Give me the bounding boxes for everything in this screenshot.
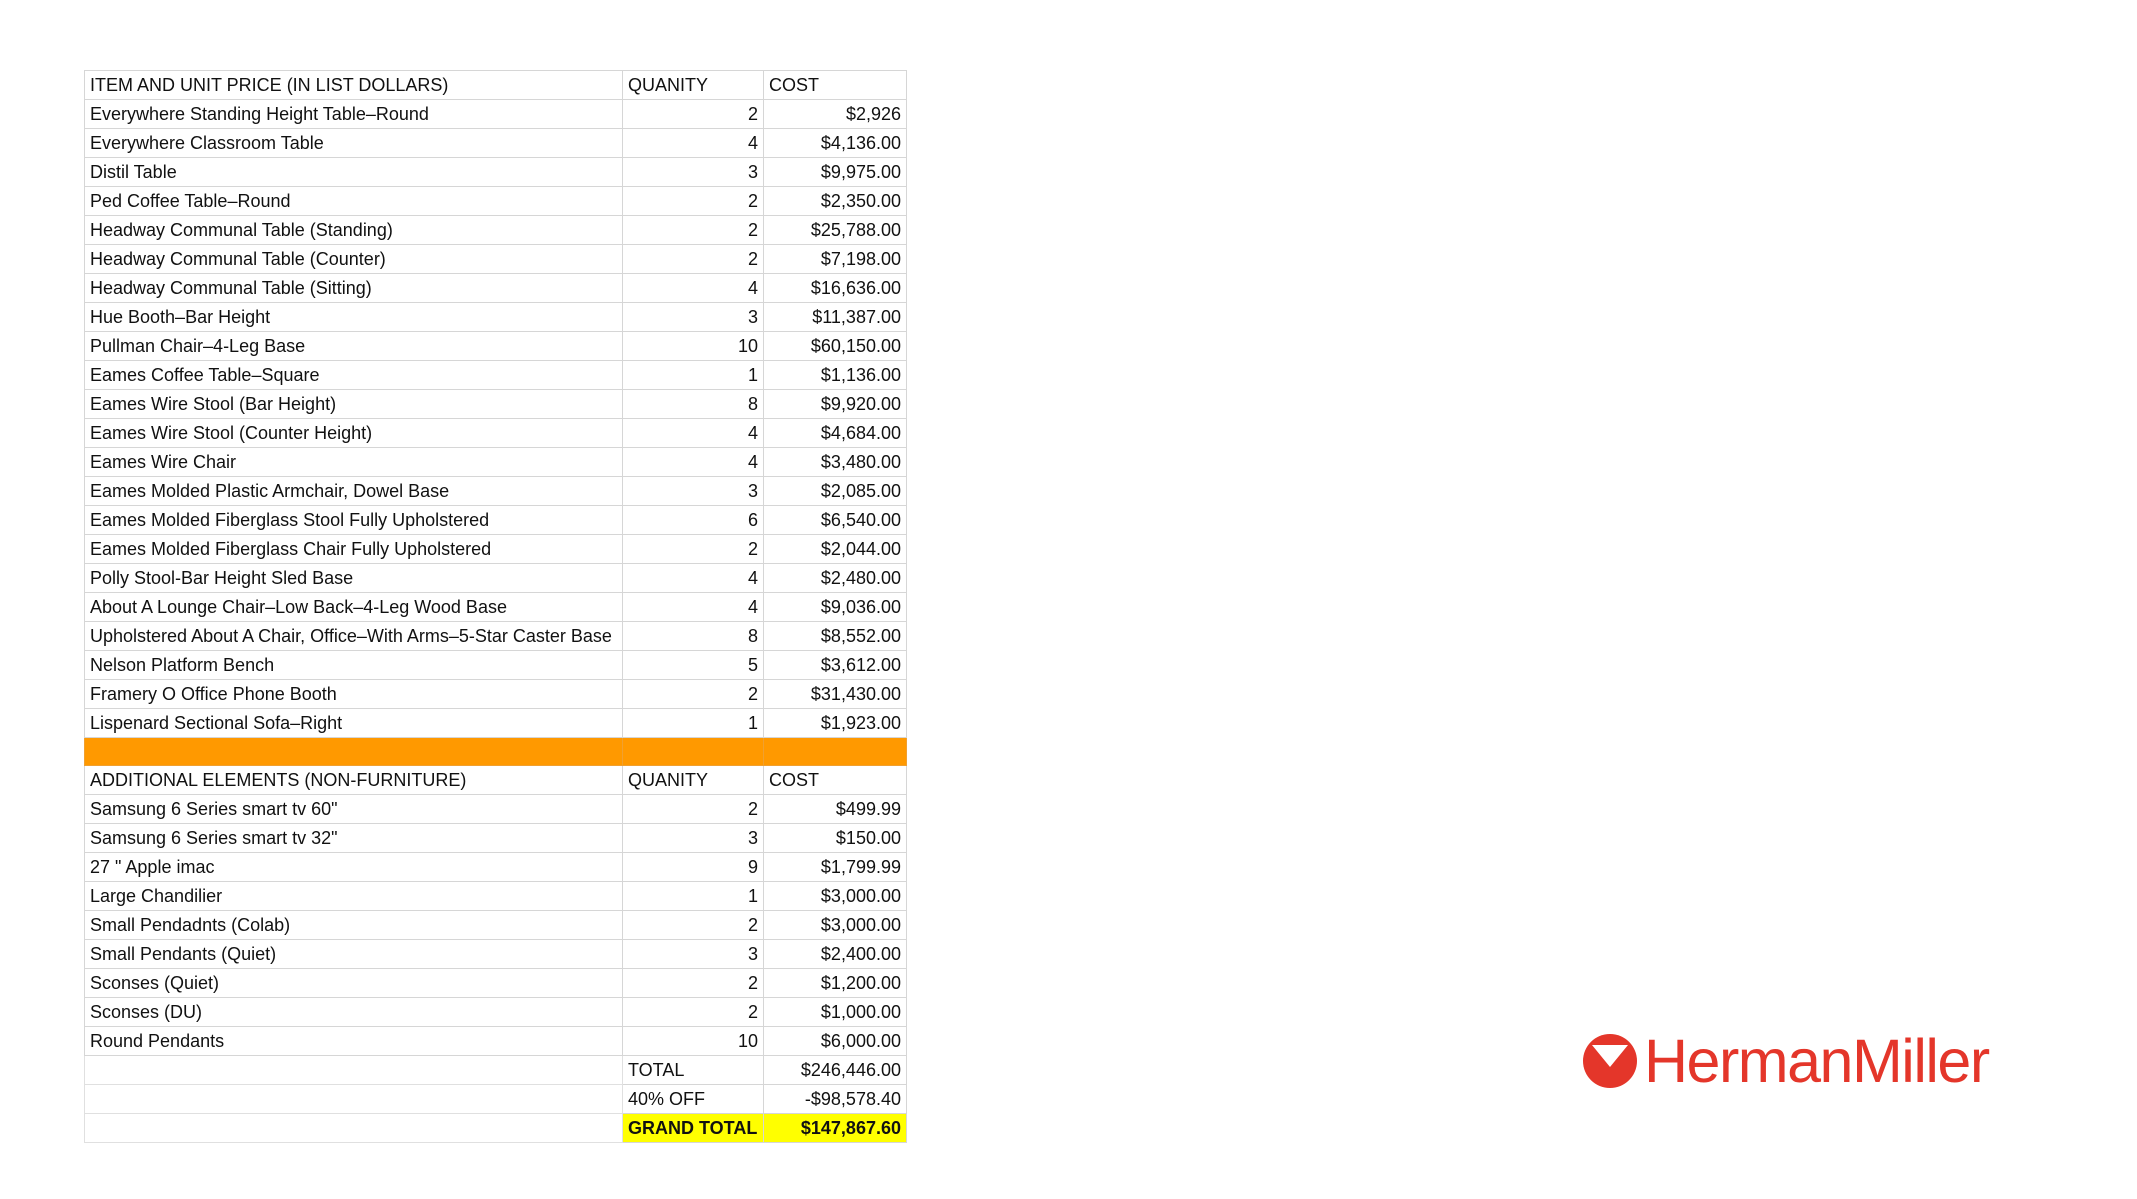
item-name-cell: Large Chandilier: [85, 882, 623, 911]
table-row: [85, 882, 907, 911]
cost-cell: $1,200.00: [764, 969, 907, 998]
cost-cell: $6,000.00: [764, 1027, 907, 1056]
cost-cell: $4,684.00: [764, 419, 907, 448]
cost-cell: $8,552.00: [764, 622, 907, 651]
quantity-cell: 2: [623, 535, 764, 564]
item-name-cell: Eames Molded Fiberglass Stool Fully Upholstered: [85, 506, 623, 535]
item-name-cell: About A Lounge Chair–Low Back–4-Leg Wood Base: [85, 593, 623, 622]
table-row: [85, 853, 907, 882]
blank-cell: [85, 1085, 623, 1114]
item-name-cell: Ped Coffee Table–Round: [85, 187, 623, 216]
item-name-cell: Headway Communal Table (Counter): [85, 245, 623, 274]
cost-cell: $2,926: [764, 100, 907, 129]
quantity-cell: 4: [623, 129, 764, 158]
item-name-cell: Eames Wire Stool (Bar Height): [85, 390, 623, 419]
separator-cell: [623, 738, 764, 766]
table-row: [85, 390, 907, 419]
item-name-cell: Lispenard Sectional Sofa–Right: [85, 709, 623, 738]
item-name-cell: Polly Stool-Bar Height Sled Base: [85, 564, 623, 593]
quantity-cell: 1: [623, 882, 764, 911]
item-name-cell: Samsung 6 Series smart tv 32": [85, 824, 623, 853]
separator-cell: [764, 738, 907, 766]
table-row: [85, 564, 907, 593]
cost-cell: $1,000.00: [764, 998, 907, 1027]
table-row: [85, 477, 907, 506]
quantity-cell: 2: [623, 795, 764, 824]
total-label: TOTAL: [623, 1056, 764, 1085]
table-row: [85, 129, 907, 158]
furniture-cost-header: COST: [764, 71, 907, 100]
quantity-cell: 4: [623, 448, 764, 477]
quantity-cell: 2: [623, 680, 764, 709]
separator-cell: [85, 738, 623, 766]
item-name-cell: Upholstered About A Chair, Office–With Arms–5-Star Caster Base: [85, 622, 623, 651]
grand-total-value: $147,867.60: [764, 1114, 907, 1143]
table-row: [85, 709, 907, 738]
quantity-cell: 4: [623, 274, 764, 303]
item-name-cell: Eames Wire Chair: [85, 448, 623, 477]
cost-cell: $60,150.00: [764, 332, 907, 361]
table-row: [85, 100, 907, 129]
quantity-cell: 4: [623, 593, 764, 622]
table-row: [85, 911, 907, 940]
grand-total-label: GRAND TOTAL: [623, 1114, 764, 1143]
item-name-cell: Pullman Chair–4-Leg Base: [85, 332, 623, 361]
table-row: [85, 998, 907, 1027]
quantity-cell: 3: [623, 158, 764, 187]
furniture-quantity-header: QUANITY: [623, 71, 764, 100]
table-row: [85, 245, 907, 274]
additional-cost-header: COST: [764, 766, 907, 795]
table-row: [85, 303, 907, 332]
quantity-cell: 3: [623, 477, 764, 506]
item-name-cell: Eames Wire Stool (Counter Height): [85, 419, 623, 448]
cost-cell: $2,480.00: [764, 564, 907, 593]
furniture-header-row: [85, 71, 907, 100]
table-row: [85, 158, 907, 187]
quantity-cell: 10: [623, 1027, 764, 1056]
cost-cell: $3,000.00: [764, 882, 907, 911]
table-row: [85, 593, 907, 622]
item-name-cell: 27 " Apple imac: [85, 853, 623, 882]
quantity-cell: 1: [623, 361, 764, 390]
cost-cell: $3,480.00: [764, 448, 907, 477]
quantity-cell: 1: [623, 709, 764, 738]
discount-row: [85, 1085, 907, 1114]
discount-value: -$98,578.40: [764, 1085, 907, 1114]
table-row: [85, 506, 907, 535]
item-name-cell: Sconses (Quiet): [85, 969, 623, 998]
cost-cell: $9,036.00: [764, 593, 907, 622]
table-row: [85, 969, 907, 998]
cost-cell: $2,044.00: [764, 535, 907, 564]
quantity-cell: 9: [623, 853, 764, 882]
cost-cell: $4,136.00: [764, 129, 907, 158]
section-separator-row: [85, 738, 907, 766]
table-row: [85, 824, 907, 853]
table-row: [85, 1027, 907, 1056]
cost-cell: $7,198.00: [764, 245, 907, 274]
cost-cell: $25,788.00: [764, 216, 907, 245]
item-name-cell: Distil Table: [85, 158, 623, 187]
item-name-cell: Hue Booth–Bar Height: [85, 303, 623, 332]
quantity-cell: 2: [623, 100, 764, 129]
quantity-cell: 2: [623, 187, 764, 216]
table-row: [85, 332, 907, 361]
cost-cell: $6,540.00: [764, 506, 907, 535]
cost-cell: $9,920.00: [764, 390, 907, 419]
logo-wordmark: HermanMiller: [1644, 1027, 1989, 1095]
table-row: [85, 216, 907, 245]
cost-cell: $3,000.00: [764, 911, 907, 940]
quantity-cell: 6: [623, 506, 764, 535]
table-row: [85, 187, 907, 216]
additional-item-header: ADDITIONAL ELEMENTS (NON-FURNITURE): [85, 766, 623, 795]
item-name-cell: Eames Coffee Table–Square: [85, 361, 623, 390]
herman-miller-mark-icon: [1582, 1033, 1638, 1089]
quantity-cell: 3: [623, 824, 764, 853]
table-row: [85, 651, 907, 680]
quantity-cell: 8: [623, 390, 764, 419]
blank-cell: [85, 1056, 623, 1085]
quantity-cell: 10: [623, 332, 764, 361]
cost-cell: $2,085.00: [764, 477, 907, 506]
total-row: [85, 1056, 907, 1085]
blank-cell: [85, 1114, 623, 1143]
quantity-cell: 2: [623, 911, 764, 940]
discount-label: 40% OFF: [623, 1085, 764, 1114]
item-name-cell: Eames Molded Plastic Armchair, Dowel Base: [85, 477, 623, 506]
cost-cell: $150.00: [764, 824, 907, 853]
item-name-cell: Small Pendadnts (Colab): [85, 911, 623, 940]
quantity-cell: 2: [623, 245, 764, 274]
additional-quantity-header: QUANITY: [623, 766, 764, 795]
grand-total-row: [85, 1114, 907, 1143]
table-row: [85, 795, 907, 824]
item-name-cell: Everywhere Standing Height Table–Round: [85, 100, 623, 129]
quantity-cell: 3: [623, 940, 764, 969]
item-name-cell: Framery O Office Phone Booth: [85, 680, 623, 709]
cost-cell: $499.99: [764, 795, 907, 824]
table-row: [85, 940, 907, 969]
cost-cell: $31,430.00: [764, 680, 907, 709]
quantity-cell: 8: [623, 622, 764, 651]
table-row: [85, 622, 907, 651]
quantity-cell: 3: [623, 303, 764, 332]
cost-spreadsheet: [84, 70, 907, 1143]
table-row: [85, 274, 907, 303]
cost-cell: $1,799.99: [764, 853, 907, 882]
table-row: [85, 419, 907, 448]
sheet-body: [85, 71, 907, 1143]
quantity-cell: 4: [623, 419, 764, 448]
quantity-cell: 2: [623, 998, 764, 1027]
item-name-cell: Headway Communal Table (Sitting): [85, 274, 623, 303]
cost-cell: $11,387.00: [764, 303, 907, 332]
herman-miller-logo: [1582, 1025, 1989, 1097]
total-value: $246,446.00: [764, 1056, 907, 1085]
quantity-cell: 4: [623, 564, 764, 593]
item-name-cell: Everywhere Classroom Table: [85, 129, 623, 158]
furniture-item-header: ITEM AND UNIT PRICE (IN LIST DOLLARS): [85, 71, 623, 100]
additional-header-row: [85, 766, 907, 795]
item-name-cell: Round Pendants: [85, 1027, 623, 1056]
item-name-cell: Eames Molded Fiberglass Chair Fully Upholstered: [85, 535, 623, 564]
quantity-cell: 2: [623, 216, 764, 245]
table-row: [85, 535, 907, 564]
item-name-cell: Small Pendants (Quiet): [85, 940, 623, 969]
table-row: [85, 680, 907, 709]
cost-cell: $2,350.00: [764, 187, 907, 216]
item-name-cell: Nelson Platform Bench: [85, 651, 623, 680]
cost-cell: $1,136.00: [764, 361, 907, 390]
cost-cell: $16,636.00: [764, 274, 907, 303]
cost-cell: $3,612.00: [764, 651, 907, 680]
cost-cell: $1,923.00: [764, 709, 907, 738]
table-row: [85, 361, 907, 390]
item-name-cell: Sconses (DU): [85, 998, 623, 1027]
item-name-cell: Samsung 6 Series smart tv 60": [85, 795, 623, 824]
cost-cell: $9,975.00: [764, 158, 907, 187]
quantity-cell: 5: [623, 651, 764, 680]
item-name-cell: Headway Communal Table (Standing): [85, 216, 623, 245]
table-row: [85, 448, 907, 477]
cost-cell: $2,400.00: [764, 940, 907, 969]
quantity-cell: 2: [623, 969, 764, 998]
